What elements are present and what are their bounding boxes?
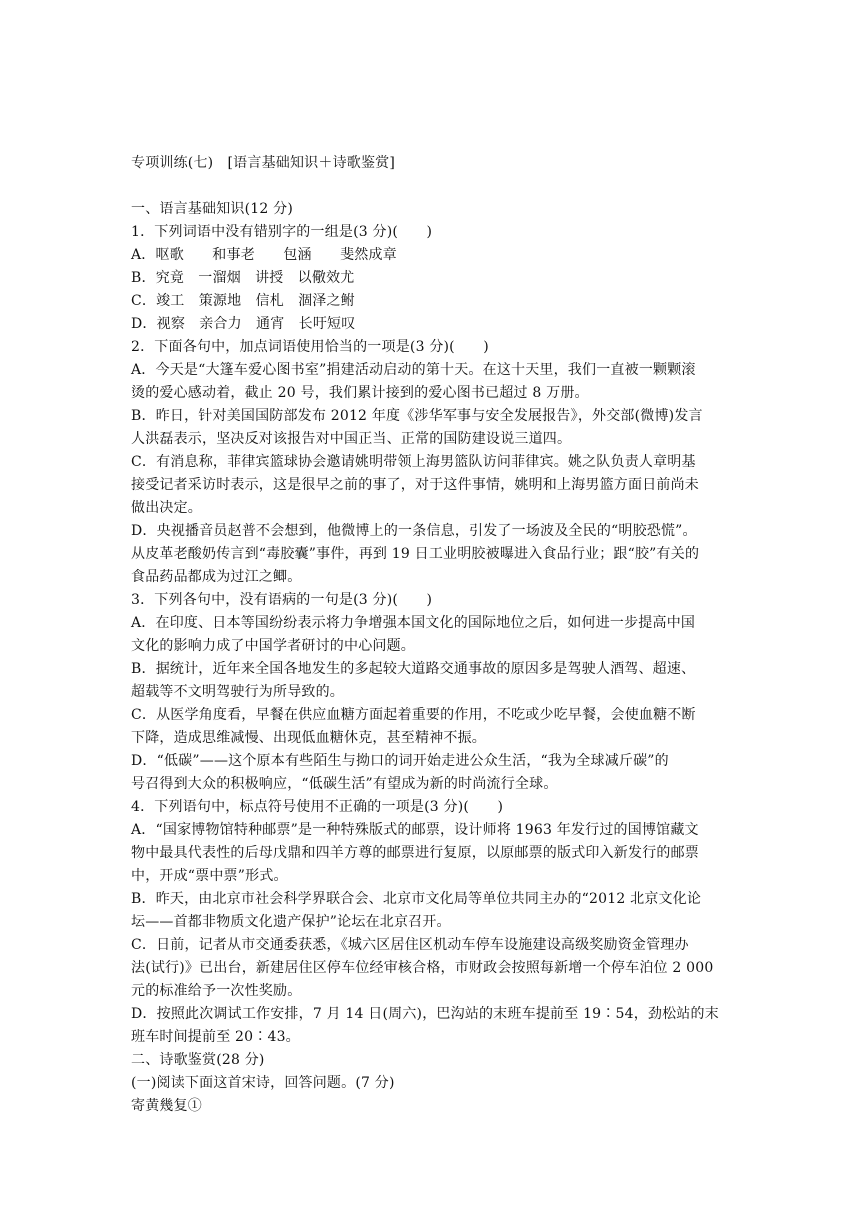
section-heading-1: 一、语言基础知识(12 分)	[131, 201, 293, 217]
q2-option-d-line1: D．央视播音员赵普不会想到，他微博上的一条信息，引发了一场波及全民的“明胶恐慌”。	[131, 523, 697, 539]
q4-stem: 4．下列语句中，标点符号使用不正确的一项是(3 分)( )	[131, 799, 504, 815]
q4-option-b-line2: 坛——首都非物质文化遗产保护”论坛在北京召开。	[131, 914, 451, 930]
q1-option-c: C．竣工 策源地 信札 涸泽之鲋	[131, 293, 355, 309]
q2-option-c-line3: 做出决定。	[131, 500, 202, 516]
q4-option-c-line1: C．日前，记者从市交通委获悉，《城六区居住区机动车停车设施建设高级奖励资金管理办	[131, 937, 689, 953]
q4-option-d-line2: 班车时间提前至 20∶43。	[131, 1029, 300, 1045]
document-body	[131, 152, 731, 1118]
q4-option-b-line1: B．昨天，由北京市社会科学界联合会、北京市文化局等单位共同主办的“2012 北京文化论	[131, 891, 702, 907]
poem-intro: (一)阅读下面这首宋诗，回答问题。(7 分)	[131, 1075, 395, 1091]
q1-option-d: D．视察 亲合力 通宵 长吁短叹	[131, 316, 356, 332]
q4-option-c-line2: 法(试行)》已出台，新建居住区停车位经审核合格，市财政会按照每新增一个停车泊位 2 000	[131, 960, 714, 976]
q3-option-b-line2: 超载等不文明驾驶行为所导致的。	[131, 684, 344, 700]
q2-option-b-line1: B．昨日，针对美国国防部发布 2012 年度《涉华军事与安全发展报告》，外交部(微博)发言	[131, 408, 703, 424]
q2-option-d-line3: 食品药品都成为过江之鲫。	[131, 569, 302, 585]
q3-option-a-line1: A．在印度、日本等国纷纷表示将力争增强本国文化的国际地位之后，如何进一步提高中国	[131, 615, 696, 631]
q2-option-d-line2: 从皮革老酸奶传言到“毒胶囊”事件，再到 19 日工业明胶被曝进入食品行业；跟“胶”有关的	[131, 546, 700, 562]
q1-option-a: A．呕歌 和事老 包涵 斐然成章	[131, 247, 397, 263]
q3-option-d-line1: D．“低碳”——这个原本有些陌生与拗口的词开始走进公众生活，“我为全球减斤碳”的	[131, 753, 669, 769]
q4-option-c-line3: 元的标准给予一次性奖励。	[131, 983, 302, 999]
q2-option-b-line2: 人洪磊表示，坚决反对该报告对中国正当、正常的国防建设说三道四。	[131, 431, 572, 447]
q3-option-a-line2: 文化的影响力成了中国学者研讨的中心问题。	[131, 638, 415, 654]
q3-stem: 3．下列各句中，没有语病的一句是(3 分)( )	[131, 592, 433, 608]
doc-title: 专项训练(七) [语言基础知识＋诗歌鉴赏]	[131, 155, 396, 171]
q2-stem: 2．下面各句中，加点词语使用恰当的一项是(3 分)( )	[131, 339, 489, 355]
q2-option-a-line2: 烫的爱心感动着，截止 20 号，我们累计接到的爱心图书已超过 8 万册。	[131, 385, 589, 401]
q4-option-a-line1: A．“国家博物馆特种邮票”是一种特殊版式的邮票，设计师将 1963 年发行过的国博馆藏文	[131, 822, 699, 838]
q1-option-b: B．究竟 一溜烟 讲授 以儆效尤	[131, 270, 355, 286]
q3-option-c-line1: C．从医学角度看，早餐在供应血糖方面起着重要的作用，不吃或少吃早餐，会使血糖不断	[131, 707, 696, 723]
poem-title: 寄黄幾复①	[131, 1098, 202, 1114]
section-heading-2: 二、诗歌鉴赏(28 分)	[131, 1052, 265, 1068]
q4-option-a-line2: 物中最具代表性的后母戊鼎和四羊方尊的邮票进行复原，以原邮票的版式印入新发行的邮票	[131, 845, 699, 861]
q4-option-d-line1: D．按照此次调试工作安排，7 月 14 日(周六)，巴沟站的末班车提前至 19∶54，劲松站的末	[131, 1006, 719, 1022]
q3-option-d-line2: 号召得到大众的积极响应，“低碳生活”有望成为新的时尚流行全球。	[131, 776, 558, 792]
q2-option-c-line2: 接受记者采访时表示，这是很早之前的事了，对于这件事情，姚明和上海男篮方面日前尚未	[131, 477, 699, 493]
q1-stem: 1．下列词语中没有错别字的一组是(3 分)( )	[131, 224, 433, 240]
q2-option-c-line1: C．有消息称，菲律宾篮球协会邀请姚明带领上海男篮队访问菲律宾。姚之队负责人章明基	[131, 454, 696, 470]
q4-option-a-line3: 中，开成“票中票”形式。	[131, 868, 288, 884]
q3-option-c-line2: 下降，造成思维减慢、出现低血糖休克，甚至精神不振。	[131, 730, 486, 746]
q2-option-a-line1: A．今天是“大篷车爱心图书室”捐建活动启动的第十天。在这十天里，我们一直被一颗颗滚	[131, 362, 696, 378]
q3-option-b-line1: B．据统计，近年来全国各地发生的多起较大道路交通事故的原因多是驾驶人酒驾、超速、	[131, 661, 696, 677]
